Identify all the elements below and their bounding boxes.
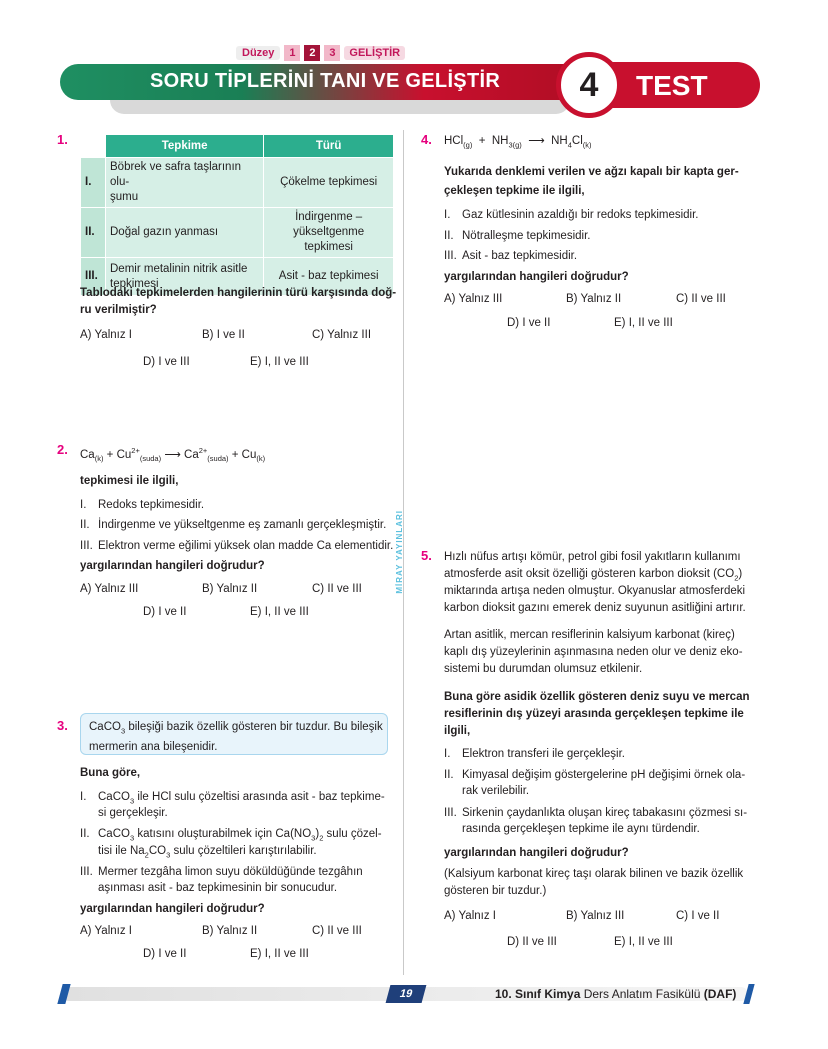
- statement-roman: III.: [80, 866, 93, 878]
- paragraph-line: miktarında artışa neden olmuştur. Okyanuslar atmosferdeki: [444, 585, 746, 597]
- option-a[interactable]: A) Yalnız I: [80, 329, 132, 341]
- publisher-side-text: MİRAY YAYINLARI: [395, 510, 404, 594]
- option-e[interactable]: E) I, II ve III: [250, 356, 309, 368]
- statement-text: CaCO: [98, 791, 130, 803]
- question-3-intro: Buna göre,: [80, 767, 141, 779]
- eq-state: (g): [463, 140, 473, 150]
- type-text: yükseltgenme tepkimesi: [293, 226, 365, 253]
- statement-text: tisi ile Na: [98, 845, 145, 857]
- statement-text: Sirkenin çaydanlıkta oluşan kireç tabakasını çözmesi sı-: [462, 807, 748, 819]
- statement-text: CaCO: [98, 828, 130, 840]
- type-text: İndirgenme –: [295, 211, 363, 223]
- reaction-arrow-icon: ⟶: [528, 135, 545, 147]
- option-c[interactable]: C) II ve III: [312, 583, 362, 595]
- statement-sub: 3: [166, 850, 171, 860]
- level-3-badge: 3: [324, 45, 340, 61]
- statement-cont: si gerçekleşir.: [98, 807, 168, 819]
- info-text: bileşiği bazik özellik gösteren bir tuzdur. Bu bileşik: [125, 721, 383, 733]
- row-roman: II.: [81, 208, 106, 258]
- statement-sub: 3: [129, 833, 135, 843]
- paragraph-text: ): [738, 568, 743, 580]
- statement: [444, 767, 745, 784]
- statement-sub: 2: [319, 833, 324, 843]
- statement-roman: III.: [444, 807, 457, 819]
- question-2-number: 2.: [57, 442, 68, 457]
- question-5-number: 5.: [421, 548, 432, 563]
- statement-roman: III.: [444, 250, 457, 262]
- info-text: CaCO: [89, 721, 121, 733]
- statement: [444, 248, 577, 265]
- option-a[interactable]: A) Yalnız I: [444, 910, 496, 922]
- info-line: mermerin ana bileşenidir.: [89, 741, 218, 754]
- reaction-arrow-icon: ⟶: [164, 448, 181, 461]
- question-1-stem: ru verilmiştir?: [80, 304, 157, 316]
- statement-text: CO: [148, 845, 167, 857]
- book-title-bold: 10. Sınıf Kimya: [495, 987, 581, 1001]
- page-title: SORU TİPLERİNİ TANI VE GELİŞTİR: [150, 70, 501, 92]
- option-c[interactable]: C) I ve II: [676, 910, 720, 922]
- statement: [80, 517, 386, 534]
- option-e[interactable]: E) I, II ve III: [250, 948, 309, 960]
- option-d[interactable]: D) I ve III: [143, 356, 190, 368]
- paragraph-sub: 2: [734, 573, 739, 583]
- table-header-type: Türü: [264, 135, 394, 158]
- question-3-question: yargılarından hangileri doğrudur?: [80, 903, 265, 915]
- option-c[interactable]: C) II ve III: [676, 293, 726, 305]
- eq-charge: 2+: [131, 446, 140, 455]
- statement-text: Elektron verme eğilimi yüksek olan madde Ca elementidir.: [98, 540, 394, 552]
- statement-sub: 3: [129, 796, 135, 806]
- eq-part: + Cu: [106, 448, 132, 461]
- statement-roman: II.: [444, 769, 454, 781]
- option-d[interactable]: D) II ve III: [507, 936, 557, 948]
- option-e[interactable]: E) I, II ve III: [250, 606, 309, 618]
- statement: [80, 497, 204, 514]
- statement-text: ile HCl sulu çözeltisi arasında asit - baz tepkime-: [134, 791, 385, 803]
- eq-part: +: [478, 135, 486, 147]
- question-5-note: (Kalsiyum karbonat kireç taşı olarak bilinen ve bazik özellik: [444, 868, 744, 880]
- table-row: [81, 158, 394, 208]
- paragraph-line: kaplı dış yüzeylerinin aşınmasına neden olur ve deniz eko-: [444, 646, 743, 658]
- eq-state: (suda): [207, 454, 229, 464]
- option-b[interactable]: B) Yalnız II: [566, 293, 622, 305]
- question-4-equation: [444, 133, 592, 153]
- row-reaction: [106, 158, 264, 208]
- option-d[interactable]: D) I ve II: [507, 317, 551, 329]
- eq-state: (suda): [139, 454, 162, 464]
- question-2-equation: [80, 442, 265, 467]
- option-e[interactable]: E) I, II ve III: [614, 317, 673, 329]
- question-4-stem: Yukarıda denklemi verilen ve ağzı kapalı bir kapta ger-: [444, 166, 739, 178]
- option-a[interactable]: A) Yalnız I: [80, 925, 132, 937]
- statement-text: Kimyasal değişim göstergelerine pH değişimi örnek ola-: [462, 769, 746, 781]
- option-a[interactable]: A) Yalnız III: [80, 583, 139, 595]
- reaction-text: Böbrek ve safra taşlarının olu-: [110, 161, 242, 188]
- question-1-number: 1.: [57, 132, 68, 147]
- eq-state: 3(g): [508, 140, 522, 150]
- table-row: [81, 208, 394, 258]
- statement-text: Nötralleşme tepkimesidir.: [462, 230, 591, 242]
- statement: [80, 864, 363, 881]
- eq-part: NH: [551, 135, 568, 147]
- statement-roman: I.: [444, 209, 451, 221]
- reaction-text: şumu: [110, 191, 139, 203]
- statement-text: sulu çözeltileri karıştırılabilir.: [170, 845, 317, 857]
- statement: [444, 746, 625, 763]
- statement-text: sulu çözel-: [323, 828, 382, 840]
- question-1-table: [80, 134, 394, 296]
- paragraph-line: sistemi bu durumdan olumsuz etkilenir.: [444, 663, 643, 675]
- question-2-intro: tepkimesi ile ilgili,: [80, 475, 179, 487]
- row-type: Çökelme tepkimesi: [264, 158, 394, 208]
- reaction-text: tepkimesi: [110, 277, 159, 290]
- question-4-number: 4.: [421, 132, 432, 147]
- question-5-stem: resiflerinin dış yüzeyi arasında gerçekleşen tepkime ile: [444, 708, 744, 720]
- option-d[interactable]: D) I ve II: [143, 948, 187, 960]
- footer-accent-right: [743, 984, 754, 1004]
- reaction-text: Demir metalinin nitrik asitle: [110, 262, 248, 275]
- statement-text: katısını oluşturabilmek için Ca(NO: [134, 828, 312, 840]
- level-indicator: [236, 44, 405, 62]
- eq-part: Cl: [571, 135, 583, 147]
- row-roman: III.: [81, 258, 106, 296]
- level-1-badge: 1: [284, 45, 300, 61]
- statement: [80, 538, 393, 555]
- statement-cont: [98, 843, 317, 863]
- level-2-badge: 2: [304, 45, 320, 61]
- test-label: TEST: [636, 70, 708, 101]
- question-5-note: gösteren bir tuzdur.): [444, 885, 547, 897]
- option-a[interactable]: A) Yalnız III: [444, 293, 503, 305]
- statement-text: Gaz kütlesinin azaldığı bir redoks tepkimesidir.: [462, 209, 699, 221]
- paragraph-line: karbon dioksit gazını emerek deniz suyunun asitliğini artırır.: [444, 602, 746, 614]
- info-line: [89, 719, 383, 739]
- option-b[interactable]: B) Yalnız III: [566, 910, 625, 922]
- test-number: 4: [556, 52, 622, 118]
- statement-text: Elektron transferi ile gerçekleşir.: [462, 748, 625, 760]
- eq-state: (k): [256, 454, 266, 464]
- eq-state: 4: [567, 140, 572, 150]
- statement-roman: III.: [80, 540, 93, 552]
- statement-roman: I.: [80, 791, 87, 803]
- eq-charge: 2+: [198, 446, 208, 455]
- banner-shadow: [110, 100, 570, 114]
- question-2-question: yargılarından hangileri doğrudur?: [80, 560, 265, 572]
- statement-text: Mermer tezgâha limon suyu döküldüğünde tezgâhın: [98, 866, 363, 878]
- question-1-stem: Tablodaki tepkimelerden hangilerinin türü karşısında doğ-: [80, 287, 397, 299]
- paragraph-line: Hızlı nüfus artışı kömür, petrol gibi fosil yakıtların kullanımı: [444, 551, 741, 563]
- question-5-stem: Buna göre asidik özellik gösteren deniz suyu ve mercan: [444, 691, 750, 703]
- eq-state: (k): [94, 454, 104, 464]
- paragraph-line: Artan asitlik, mercan resiflerinin kalsiyum karbonat (kireç): [444, 629, 735, 641]
- option-d[interactable]: D) I ve II: [143, 606, 187, 618]
- info-sub: 3: [120, 726, 126, 736]
- statement-cont: rasında gerçekleşen tepkime ile aynı türdendir.: [462, 823, 700, 835]
- statement: [444, 207, 699, 224]
- option-b[interactable]: B) Yalnız II: [202, 583, 258, 595]
- page-number: 19: [386, 985, 427, 1003]
- option-c[interactable]: C) II ve III: [312, 925, 362, 937]
- row-type: [264, 208, 394, 258]
- option-b[interactable]: B) I ve II: [202, 329, 245, 341]
- row-type: Asit - baz tepkimesi: [264, 258, 394, 296]
- row-roman: I.: [81, 158, 106, 208]
- statement: [444, 228, 590, 245]
- statement-cont: aşınması asit - baz tepkimesinin bir sonucudur.: [98, 882, 338, 894]
- question-4-stem: çekleşen tepkime ile ilgili,: [444, 185, 585, 197]
- table-corner: [81, 135, 106, 158]
- option-c[interactable]: C) Yalnız III: [312, 329, 372, 341]
- eq-state: (k): [582, 140, 592, 150]
- statement-roman: II.: [80, 519, 90, 531]
- statement: [444, 805, 747, 822]
- question-3-number: 3.: [57, 718, 68, 733]
- book-title: [495, 987, 736, 1001]
- eq-part: NH: [491, 135, 509, 147]
- eq-part: Ca: [184, 448, 199, 461]
- table-header-reaction: Tepkime: [106, 135, 264, 158]
- statement-roman: I.: [80, 499, 87, 511]
- option-e[interactable]: E) I, II ve III: [614, 936, 673, 948]
- statement-roman: II.: [80, 828, 90, 840]
- paragraph-text: atmosferde asit oksit özelliği gösteren karbon dioksit (CO: [444, 568, 735, 580]
- question-5-question: yargılarından hangileri doğrudur?: [444, 847, 629, 859]
- statement-text: İndirgenme ve yükseltgenme eş zamanlı gerçekleşmiştir.: [98, 519, 387, 531]
- statement-text: Redoks tepkimesidir.: [98, 499, 205, 511]
- book-code: (DAF): [703, 987, 737, 1001]
- statement-sub: 2: [144, 850, 149, 860]
- question-4-question: yargılarından hangileri doğrudur?: [444, 271, 629, 283]
- row-reaction: Doğal gazın yanması: [106, 208, 264, 258]
- question-5-stem: ilgili,: [444, 725, 471, 737]
- level-label: Düzey: [236, 46, 280, 60]
- question-3-info-box: [80, 713, 388, 755]
- option-b[interactable]: B) Yalnız II: [202, 925, 258, 937]
- eq-part: + Cu: [231, 448, 257, 461]
- statement-sub: 3: [311, 833, 316, 843]
- statement-roman: I.: [444, 748, 451, 760]
- statement-text: Asit - baz tepkimesidir.: [462, 250, 578, 262]
- statement-cont: rak verilebilir.: [462, 785, 530, 797]
- eq-part: HCl: [444, 135, 464, 147]
- level-word: GELİŞTİR: [344, 46, 405, 60]
- statement-text: ): [315, 828, 320, 840]
- book-title-rest: Ders Anlatım Fasikülü: [580, 987, 704, 1001]
- eq-part: Ca: [80, 448, 95, 461]
- statement-roman: II.: [444, 230, 454, 242]
